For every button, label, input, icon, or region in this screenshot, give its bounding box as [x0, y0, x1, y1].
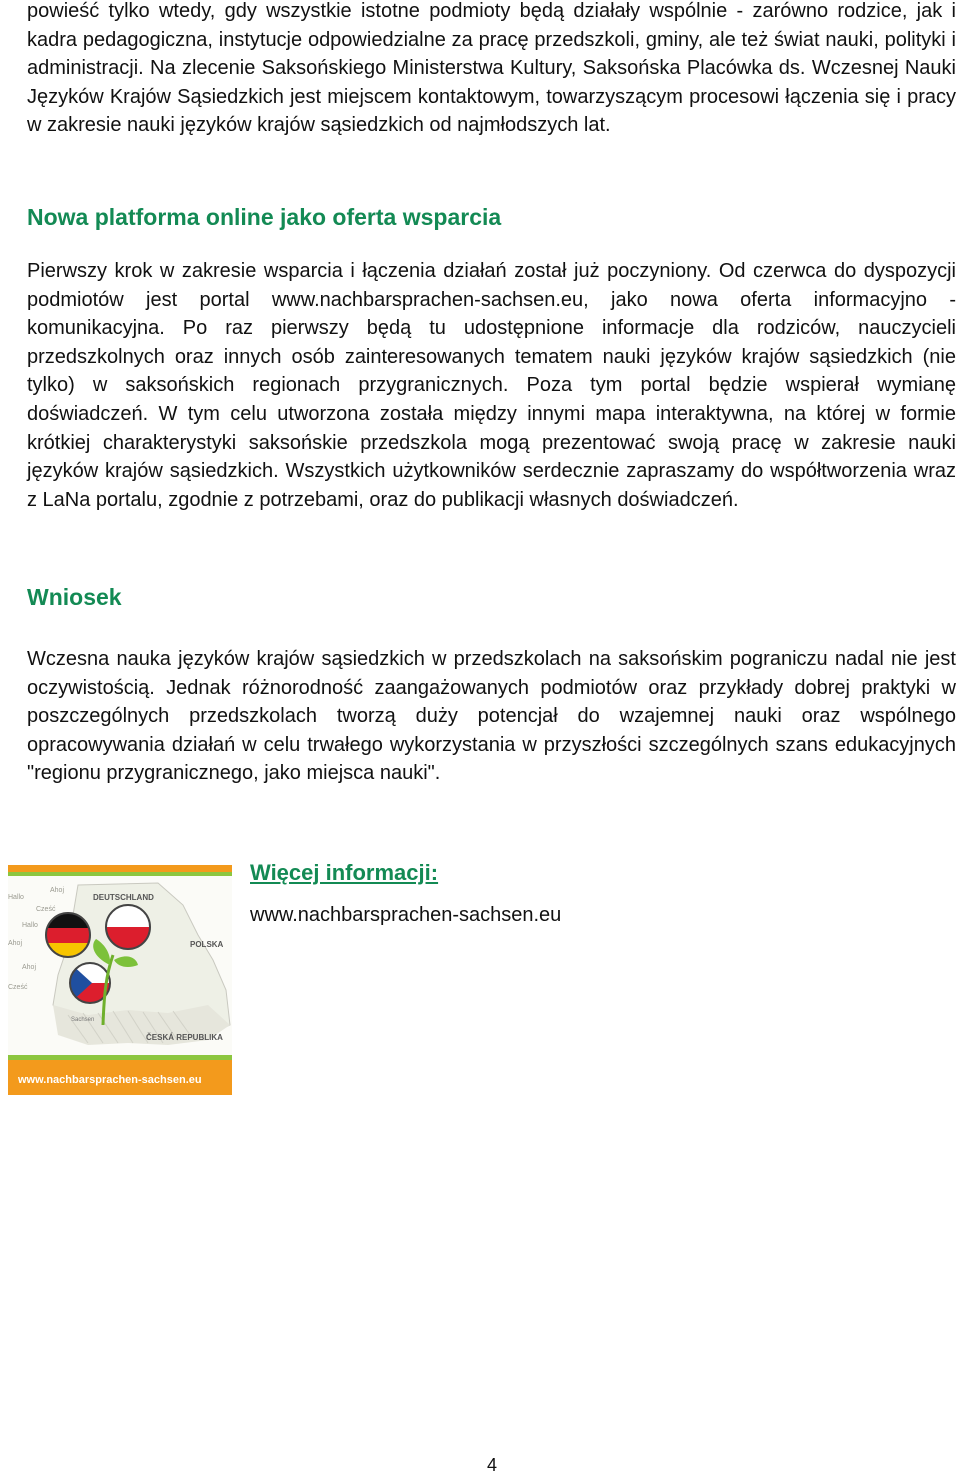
greeting-text: Hallo: [8, 894, 24, 901]
platform-paragraph: Pierwszy krok w zakresie wsparcia i łączenia działań został już poczyniony. Od czerwca do dyspozycji podmiotów jest portal www.nachbarsprachen-sachsen.eu, jako nowa oferta informacyjno - komunikacyjna. Po raz pierwszy będą tu udostępnione informacje dla rodziców, nauczycieli przedszkolnych oraz innych osób zainteresowanych tematem nauki języków krajów sąsiedzkich (nie tylko) w saksońskich regionach przygranicznych. Poza tym portal będzie wspierał wymianę doświadczeń. W tym celu utworzona została między innymi mapa interaktywna, na której w formie krótkiej charakterystyki saksońskie przedszkola mogą prezentować swoją pracę w zakresie nauki języków krajów sąsiedzkich. Wszystkich użytkowników serdecznie zapraszamy do współtworzenia wraz z LaNa portalu, zgodnie z potrzebami, oraz do publikacji własnych doświadczeń.: [27, 260, 956, 511]
top-green-bar: [8, 872, 232, 876]
polish-flag-bubble: [106, 905, 150, 949]
page-number: 4: [486, 1455, 497, 1475]
greeting-text: Cześć: [36, 906, 56, 913]
label-germany: DEUTSCHLAND: [93, 893, 154, 902]
promo-url-banner: www.nachbarsprachen-sachsen.eu: [18, 1074, 202, 1086]
greeting-text: Cześć: [8, 984, 28, 991]
promo-map-image: [8, 865, 232, 1095]
greeting-text: Hallo: [22, 922, 38, 929]
more-info-url[interactable]: www.nachbarsprachen-sachsen.eu: [250, 904, 562, 926]
label-poland: POLSKA: [190, 940, 224, 949]
section-heading-platform: Nowa platforma online jako oferta wsparcia: [27, 204, 502, 230]
label-czech: ČESKÁ REPUBLIKA: [146, 1033, 223, 1042]
section-heading-conclusion: Wniosek: [27, 584, 122, 610]
top-orange-bar: [8, 865, 232, 872]
more-info-heading: Więcej informacji:: [250, 860, 439, 885]
greeting-text: Ahoj: [8, 940, 23, 947]
label-sachsen: Sachsen: [71, 1017, 95, 1023]
intro-paragraph: powieść tylko wtedy, gdy wszystkie istotne podmioty będą działały wspólnie - zarówno rodzice, jak i kadra pedagogiczna, instytucje odpowiedzialne za pracę przedszkoli, gminy, ale też świat nauki, polityki i administracji. Na zlecenie Saksońskiego Ministerstwa Kultury, Saksońska Placówka ds. Wczesnej Nauki Języków Krajów Sąsiedzkich jest miejscem kontaktowym, towarzyszącym procesowi łączenia się i pracy w zakresie nauki języków krajów sąsiedzkich od najmłodszych lat.: [27, 0, 956, 137]
conclusion-paragraph: Wczesna nauka języków krajów sąsiedzkich w przedszkolach na saksońskim pograniczu nadal nie jest oczywistością. Jednak różnorodność zaangażowanych podmiotów oraz przykłady dobrej praktyki w poszczególnych przedszkolach tworzą duży potencjał do wzajemnej nauki oraz wspólnego opracowywania działań w celu trwałego wykorzystania w przyszłości szczególnych szans edukacyjnych "regionu przygranicznego, jako miejsca nauki".: [27, 648, 956, 785]
german-flag-bubble: [46, 913, 90, 958]
greeting-text: Ahoj: [50, 887, 65, 894]
bottom-green-bar: [8, 1055, 232, 1060]
greeting-text: Ahoj: [22, 964, 37, 971]
more-info-block: [250, 860, 561, 927]
